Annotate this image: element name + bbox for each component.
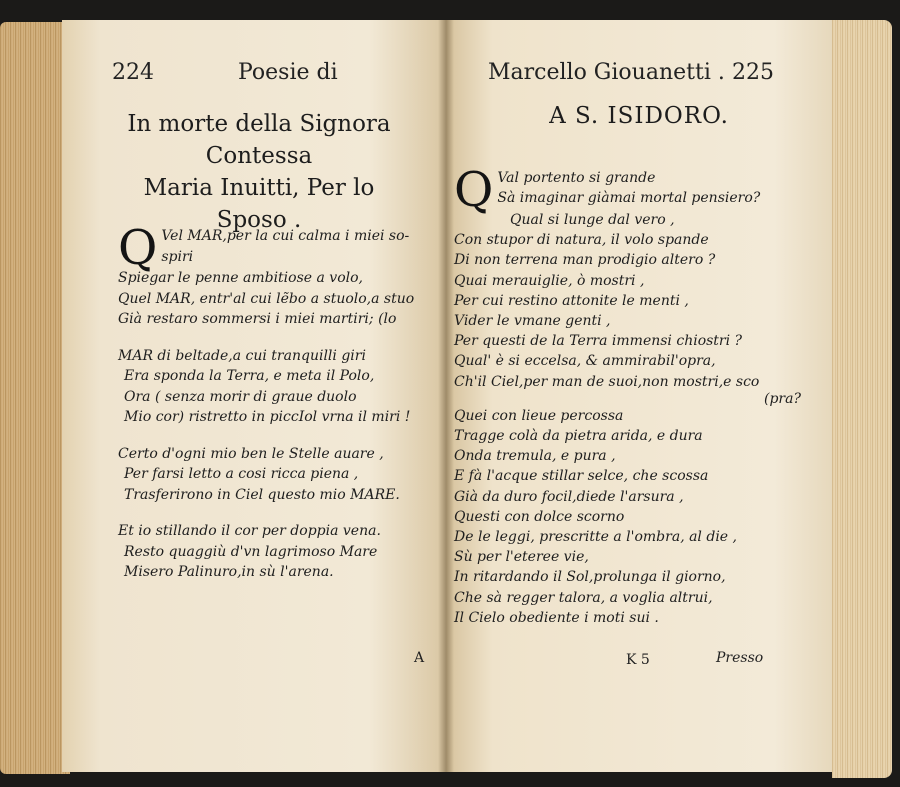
poem-title-line: In morte della Signora Contessa bbox=[127, 111, 391, 169]
left-page-header bbox=[62, 60, 446, 100]
verse-line: De le leggi, prescritte a l'ombra, al die , bbox=[454, 529, 737, 546]
verse-line: Già restaro sommersi i miei martiri; (lo bbox=[118, 311, 397, 327]
book-left-edge bbox=[0, 22, 70, 774]
verse-line: spiri bbox=[161, 248, 194, 265]
verse-line: Era sponda la Terra, e meta il Polo, bbox=[124, 368, 375, 384]
verse-line: Qual si lunge dal vero , bbox=[510, 212, 675, 228]
stanza bbox=[118, 346, 446, 428]
verse-line: Spiegar le penne ambitiose a volo, bbox=[118, 270, 363, 286]
ode-text bbox=[454, 162, 832, 628]
book-gutter bbox=[438, 20, 454, 772]
poem-title-line: Maria Inuitti, Per lo bbox=[143, 175, 375, 201]
verse-line: Già da duro focil,diede l'arsura , bbox=[454, 488, 684, 505]
verse-line: Ora ( senza morir di graue duolo bbox=[124, 388, 357, 405]
right-page bbox=[446, 20, 832, 772]
verse-line: Per farsi letto a cosi ricca piena , bbox=[124, 466, 359, 482]
verse-line: Mio cor) ristretto in piccIol vrna il miri ! bbox=[124, 409, 411, 425]
signature-mark: A bbox=[414, 650, 425, 666]
verse-line: Val portento si grande bbox=[497, 170, 656, 186]
verse-line: Vel MAR,per la cui calma i miei so- bbox=[161, 228, 410, 244]
book-right-edge bbox=[832, 20, 892, 778]
left-page bbox=[62, 20, 446, 772]
verse-line: Tragge colà da pietra arida, e dura bbox=[454, 428, 703, 445]
stanza bbox=[118, 521, 446, 583]
verse-line: Qual' è si eccelsa, & ammirabil'opra, bbox=[454, 353, 716, 370]
verse-line: Per questi de la Terra immensi chiostri ? bbox=[454, 333, 743, 350]
verse-line: Quel MAR, entr'al cui lẽbo a stuolo,a stuo bbox=[118, 290, 415, 307]
verse-line: Per cui restino attonite le menti , bbox=[454, 292, 689, 309]
verse-line: Misero Palinuro,in sù l'arena. bbox=[124, 564, 334, 580]
right-page-header bbox=[446, 60, 832, 100]
verse-line: Sà imaginar giàmai mortal pensiero? bbox=[497, 190, 761, 207]
verse-line: Et io stillando il cor per doppia vena. bbox=[118, 523, 381, 539]
verse-line: E fà l'acque stillar selce, che scossa bbox=[454, 468, 709, 485]
verse-line: Con stupor di natura, il volo spande bbox=[454, 232, 709, 249]
running-head: Marcello Giouanetti . bbox=[488, 60, 725, 85]
drop-cap: Q bbox=[454, 162, 494, 218]
verse-line: Quai merauiglie, ò mostri , bbox=[454, 272, 645, 289]
drop-cap: Q bbox=[118, 220, 158, 276]
verse-line: Ch'il Ciel,per man de suoi,non mostri,e sco bbox=[454, 373, 760, 390]
verse-line: (pra? bbox=[764, 390, 801, 407]
verse-line: MAR di beltade,a cui tranquilli giri bbox=[118, 347, 366, 364]
verse-line: Certo d'ogni mio ben le Stelle auare , bbox=[118, 445, 384, 462]
verse-line: Questi con dolce scorno bbox=[454, 508, 625, 525]
verse-line: Sù per l'eteree vie, bbox=[454, 549, 589, 566]
verse-line: Resto quaggiù d'vn lagrimoso Mare bbox=[124, 543, 378, 560]
verse-line: Onda tremula, e pura , bbox=[454, 448, 616, 465]
page-number: 224 bbox=[112, 60, 154, 85]
verse-line: Di non terrena man prodigio altero ? bbox=[454, 252, 716, 269]
catchword: Presso bbox=[716, 650, 764, 666]
verse-line: Che sà regger talora, a voglia altrui, bbox=[454, 589, 713, 606]
verse-line: Vider le vmane genti , bbox=[454, 313, 611, 330]
running-head: Poesie di bbox=[238, 60, 338, 85]
verse-line: Quei con lieue percossa bbox=[454, 407, 624, 424]
poem-title: A S. ISIDORO. bbox=[549, 103, 729, 129]
stanza bbox=[118, 444, 446, 506]
verse-line: Il Cielo obediente i moti sui . bbox=[454, 609, 659, 626]
signature-mark: K 5 bbox=[626, 652, 650, 668]
verse-line: In ritardando il Sol,prolunga il giorno, bbox=[454, 569, 726, 586]
poem-title-line: Sposo . bbox=[216, 207, 302, 233]
poem-title bbox=[82, 108, 436, 236]
page-number: 225 bbox=[732, 60, 774, 85]
verse-line: Trasferirono in Ciel questo mio MARE. bbox=[124, 486, 400, 503]
